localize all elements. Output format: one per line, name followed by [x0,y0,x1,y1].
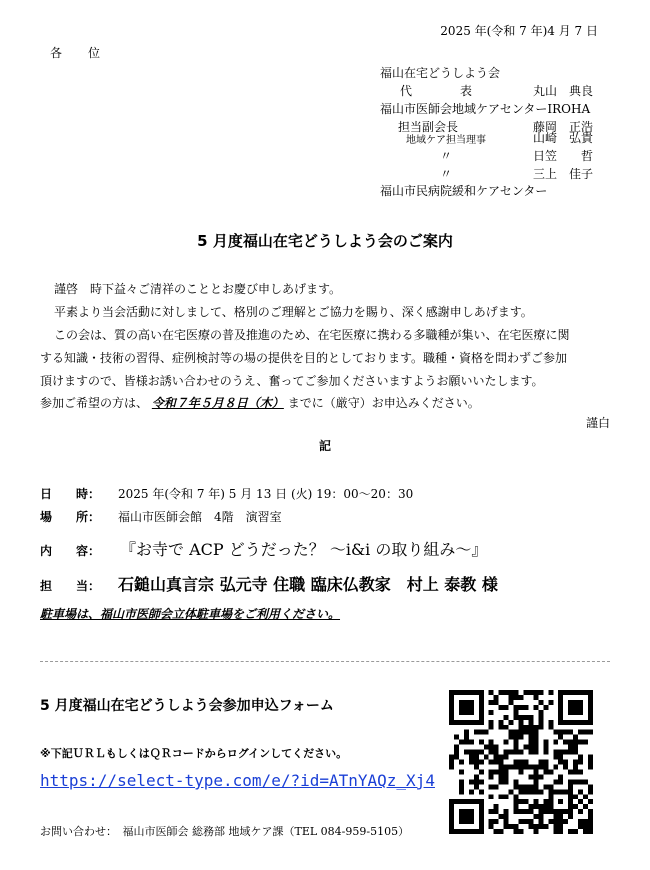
document-date: 2025 年(令和 7 年)4 月 7 日 [440,24,598,38]
section-divider [40,661,610,662]
body-purpose-line-1: この会は、質の高い在宅医療の普及推進のため、在宅医療に携わる多職種が集い、在宅医療に関 [54,328,570,342]
sender-org-2: 福山市医師会地域ケアセンターIROHA [380,102,591,116]
content-value: 『お寺で ACP どうだった？ ～i&i の取り組み～』 [120,540,488,559]
deadline-suffix: までに（厳守）お申込みください。 [287,396,480,410]
registration-url-link[interactable]: https://select-type.com/e/?id=ATnYAQz_Xj4 [40,771,435,790]
form-note: ※下記ＵＲＬもしくはＱＲコードからログインしてください。 [40,747,348,760]
body-deadline-line [40,394,480,411]
datetime-label: 日 時： [40,487,101,501]
body-purpose-line-3: 頂けますので、皆様お誘い合わせのうえ、奮ってご参加くださいますようお願いいたします。 [40,374,544,388]
sender-rep-name: 丸山 典良 [533,84,594,98]
body-greeting: 謹啓 時下益々ご清祥のこととお慶び申しあげます。 [54,282,342,296]
deadline-prefix: 参加ご希望の方は、 [40,396,149,410]
place-label: 場 所： [40,510,101,524]
body-thanks: 平素より当会活動に対しまして、格別のご理解とご協力を賜り、深く感謝申しあげます。 [54,305,533,319]
parking-note: 駐車場は、福山市医師会立体駐車場をご利用ください。 [40,607,341,621]
sender-org-3: 福山市民病院緩和ケアセンター [380,184,548,198]
sender-vp-role: 担当副会長 [398,120,459,134]
sender-vp-name: 藤岡 正浩 [533,120,594,134]
sender-rep-role: 代 表 [400,84,481,98]
sender-director-role: 地域ケア担当理事 [406,135,486,146]
addressee: 各位 [50,46,127,60]
qr-code-icon[interactable] [449,690,593,834]
contact-info: お問い合わせ： 福山市医師会 総務部 地域ケア課（TEL 084-959-5105） [40,825,410,838]
sender-ditto-2: 〃 [440,167,453,181]
page-title: 5 月度福山在宅どうしよう会のご案内 [197,232,453,250]
ki-heading: 記 [318,439,331,453]
sender-ditto-1: 〃 [440,149,453,163]
sender-director-name: 山崎 弘貴 [533,131,594,145]
form-title: 5 月度福山在宅どうしよう会参加申込フォーム [40,698,334,714]
body-purpose-line-2: する知識・技術の習得、症例検討等の場の提供を目的としております。職種・資格を問わずご参加 [40,351,568,365]
speaker-label: 担 当： [40,579,101,593]
content-label: 内 容： [40,544,101,558]
sender-org-1: 福山在宅どうしよう会 [380,66,501,80]
sender-name-4: 日笠 哲 [533,149,594,163]
datetime-value: 2025 年(令和 7 年) 5 月 13 日 (火) 19：00～20：30 [118,487,414,501]
closing-word: 謹白 [585,416,610,430]
sender-name-5: 三上 佳子 [533,167,594,181]
deadline-date: 令和７年５月８日（木） [151,396,284,410]
place-value: 福山市医師会館 4階 演習室 [118,510,282,524]
speaker-value: 石鎚山真言宗 弘元寺 住職 臨床仏教家 村上 泰教 様 [118,575,498,594]
